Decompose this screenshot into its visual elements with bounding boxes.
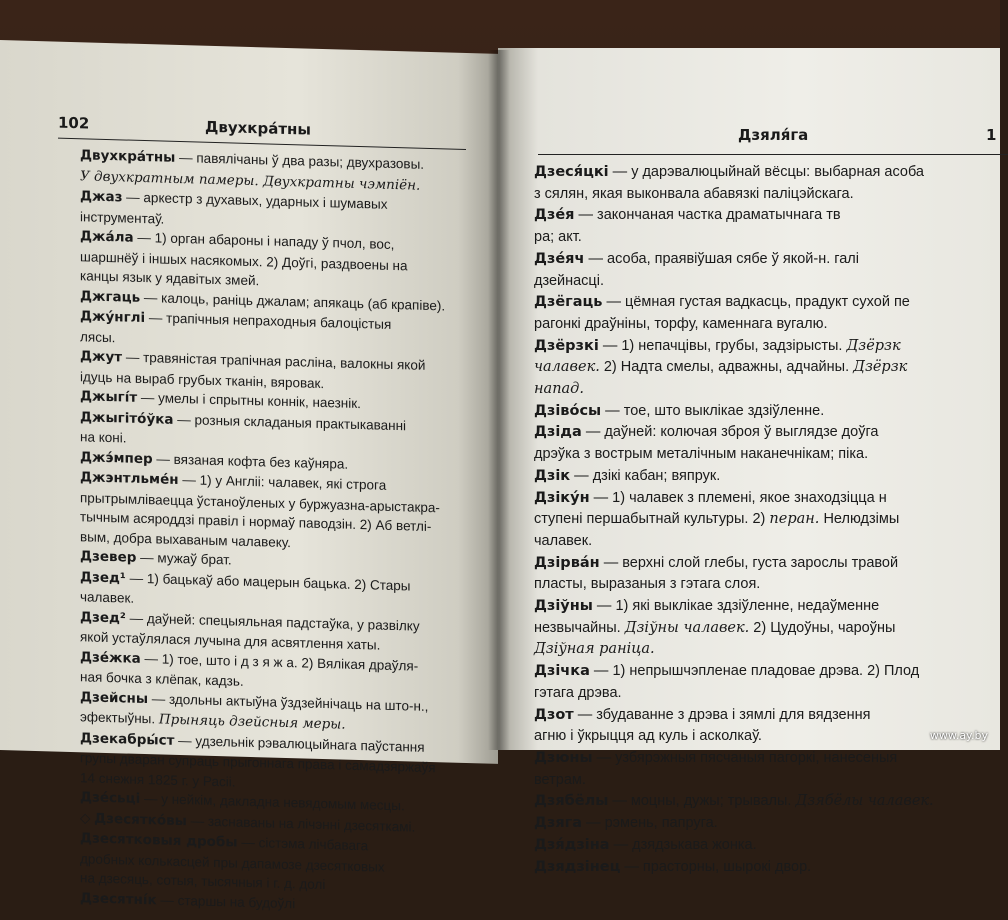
definition-text: дрэўка з вострым металічным наканечнікам; піка. (534, 446, 869, 463)
definition-text: — рэмень, папруга. (582, 815, 718, 832)
definition-text: дзейнасці. (534, 272, 604, 289)
headword: Дзейсны (80, 688, 149, 707)
definition-text: якой устаўлялася лучына для асвятлення хаты. (80, 629, 381, 653)
definition-text: — дзядзькава жонка. (609, 836, 757, 853)
text-line (534, 162, 934, 184)
definition-text: — 1) бацькаў або мацерын бацька. 2) Стары (125, 570, 411, 593)
headword: Дзесятковыя дробы (80, 830, 238, 851)
headword: Дзед¹ (80, 568, 126, 587)
definition-text: — павялічаны ў два разы; двухразовы. (175, 149, 425, 172)
definition-text: — удзельнік рэвалюцыйнага паўстання (174, 732, 425, 755)
definition-text: — заснаваны на лічэнні дзесяткамі. (186, 812, 416, 835)
definition-text: 2) Цудоўны, чароўны (749, 619, 896, 636)
headword: Джгаць (80, 287, 141, 306)
definition-text: рагонкі драўніны, торфу, каменнага вугалю. (534, 315, 828, 332)
definition-text: чалавек. (534, 532, 593, 549)
text-line (534, 184, 934, 206)
headword: Джэнтльме́н (80, 469, 179, 488)
text-line (534, 574, 934, 596)
text-line (534, 249, 934, 271)
definition-text: — у нейкім, дакладна невядомым месцы. (140, 790, 405, 814)
headword: Дзюны (534, 749, 593, 766)
definition-text: ◇ (80, 809, 95, 826)
headword: Дзічка (534, 663, 590, 680)
right-page-number: 1 (986, 126, 997, 144)
headword: Джа́ла (80, 228, 134, 246)
definition-text: — старшы на будоўлі (156, 891, 296, 911)
headword: Дзёгаць (534, 294, 603, 311)
headword: Дзекабры́ст (80, 729, 175, 749)
definition-text: — трапічныя непраходныя балоцістыя (145, 310, 392, 332)
text-line (534, 835, 934, 857)
definition-text: — цёмная густая вадкасць, прадукт сухой пе (602, 294, 910, 311)
headword: Джыгі́т (80, 388, 138, 406)
left-running-head: Двухкра́тны (205, 117, 311, 139)
example-text: Прыняць дзейсныя меры. (158, 711, 346, 733)
example-text: напад. (534, 381, 584, 398)
text-line (534, 444, 934, 466)
definition-text: — здольны актыўна ўздзейнічаць на што-н., (148, 690, 429, 714)
definition-text: — даўней: колючая зброя ў выглядзе доўга (581, 424, 879, 441)
definition-text: вым, добра выхаваным чалавеку. (80, 528, 291, 550)
left-dictionary-entries (80, 145, 445, 918)
headword: Дзе́жка (80, 648, 141, 667)
definition-text: гэтага дрэва. (534, 684, 622, 701)
text-line (534, 813, 934, 835)
definition-text: — тое, што выклікае здзіўленне. (601, 402, 825, 419)
example-text: чалавек. (534, 359, 600, 376)
headword: Дзе́яч (534, 250, 585, 267)
text-line (534, 466, 934, 488)
headword: Джэ́мпер (80, 448, 153, 467)
example-text: Дзябёлы чалавек. (795, 793, 934, 810)
definition-text: ра; акт. (534, 229, 582, 246)
text-line (534, 618, 934, 640)
right-header-rule (538, 154, 1008, 155)
text-line (534, 357, 934, 379)
text-line (534, 748, 934, 770)
text-line (534, 422, 934, 444)
definition-text: — 1) орган абароны і нападу ў пчол, вос, (133, 229, 395, 253)
text-line (534, 227, 934, 249)
definition-text: інструментаў. (80, 208, 165, 227)
headword: Джыгіто́ўка (80, 408, 174, 428)
headword: Дзіда (534, 424, 582, 441)
text-line (534, 705, 934, 727)
text-line (534, 791, 934, 813)
headword: Дзот (534, 706, 574, 723)
headword: Дзіку́н (534, 489, 590, 506)
definition-text: Нелюдзімы (819, 511, 900, 528)
headword: Дзядзінец (534, 858, 621, 875)
headword: Дзесятко́вы (94, 810, 187, 829)
headword: Дзевер (80, 548, 137, 566)
headword: Дзябёлы (534, 793, 609, 810)
text-line (534, 271, 934, 293)
definition-text: чалавек. (80, 589, 135, 606)
definition-text: — даўней: спецыяльная падстаўка, у развілку (125, 610, 420, 634)
headword: Дзесятні́к (80, 889, 157, 908)
text-line (534, 726, 934, 748)
definition-text: — 1) чалавек з племені, якое знаходзіцца н (589, 489, 887, 506)
definition-text: — травяністая трапічная расліна, валокны якой (122, 349, 426, 373)
left-page (0, 40, 498, 911)
text-line (534, 314, 934, 336)
text-line (534, 401, 934, 423)
text-line (534, 553, 934, 575)
headword: Дзя́дзіна (534, 836, 610, 853)
definition-text: прытрымліваецца ўстаноўленых у буржуазна-арыстакра- (80, 489, 440, 515)
definition-text: 2) Надта смелы, адважны, адчайны. (599, 359, 854, 376)
definition-text: — розныя складаныя практыкаванні (173, 411, 407, 433)
text-line (534, 661, 934, 683)
text-line (534, 770, 934, 792)
definition-text: эфектыўны. (80, 709, 159, 727)
text-line (534, 488, 934, 510)
headword: Джаз (80, 188, 123, 206)
definition-text: — узбярэжныя пясчаныя пагоркі, нанесеныя (592, 749, 898, 766)
example-text: Дзёрзк (853, 359, 908, 376)
definition-text: — 1) непрышчэпленае пладовае дрэва. 2) Плод (589, 663, 920, 680)
definition-text: тычным асяроддзі правіл і нормаў паводзін. 2) Аб ветлі- (80, 509, 432, 535)
definition-text: — 1) які выклікае здзіўленне, недаўменне (592, 598, 880, 615)
example-text: перан. (769, 511, 820, 528)
right-page (498, 48, 1000, 875)
watermark: www.ay.by (929, 729, 988, 742)
headword: Дзе́сьці (80, 789, 141, 807)
example-text: Дзёрзк (846, 337, 901, 354)
definition-text: групы дваран супраць прыгоннага права і самадзяржаўя (80, 750, 436, 776)
definition-text: з сялян, якая выконвала абавязкі паліцэйскага. (534, 185, 854, 202)
right-dictionary-entries (534, 162, 934, 878)
headword: Дзіво́сы (534, 402, 602, 419)
definition-text: — 1) непачцівы, грубы, задзірысты. (598, 337, 847, 354)
text-line (534, 292, 934, 314)
text-line (534, 596, 934, 618)
book-gutter-shadow (488, 50, 510, 750)
definition-text: ная бочка з клёпак, кадзь. (80, 669, 244, 689)
headword: Дзе́я (534, 207, 575, 224)
right-running-head: Дзяля́га (738, 126, 809, 144)
definition-text: пласты, выразаныя з гэтага слоя. (534, 576, 761, 593)
example-text: Дзіўны чалавек. (624, 619, 750, 636)
text-line (534, 336, 934, 358)
headword: Дзяга (534, 815, 583, 832)
text-line (534, 683, 934, 705)
definition-text: — прасторны, шырокі двор. (620, 858, 812, 875)
text-line (534, 509, 934, 531)
left-page-number: 102 (58, 113, 90, 133)
definition-text: ветрам. (534, 771, 586, 788)
definition-text: — закончаная частка драматычнага тв (574, 207, 841, 224)
definition-text: — калоць, раніць джалам; апякаць (аб крапіве). (140, 289, 446, 313)
definition-text: — мужаў брат. (136, 549, 232, 568)
headword: Дзірва́н (534, 554, 600, 571)
text-line (534, 639, 934, 661)
open-book (0, 30, 1000, 911)
definition-text: ступені першабытнай культуры. 2) (534, 511, 770, 528)
definition-text: — умелы і спрытны коннік, наезнік. (137, 389, 361, 412)
headword: Дзед² (80, 608, 126, 627)
definition-text: — сістэма лічбавага (237, 834, 369, 854)
text-line (534, 531, 934, 553)
definition-text: — дзікі кабан; вяпрук. (570, 467, 721, 484)
definition-text: дробных колькасцей пры дапамозе дзесятковых (80, 850, 385, 875)
text-line (534, 205, 934, 227)
headword: Дзіўны (534, 598, 593, 615)
definition-text: — 1) тое, што і д з я ж а. 2) Вялікая драўля- (140, 650, 419, 674)
definition-text: незвычайны. (534, 619, 625, 636)
example-text: У двухкратным памеры. Двухкратны чэмпіён. (80, 167, 421, 194)
text-line (534, 857, 934, 879)
definition-text: шаршнёў і іншых насякомых. 2) Доўгі, раздвоены на (80, 248, 408, 273)
headword: Дзік (534, 467, 571, 484)
headword: Дзёрзкі (534, 337, 599, 354)
definition-text: лясы. (80, 328, 116, 345)
definition-text: — верхні слой глебы, густа зарослы травой (599, 554, 899, 571)
example-text: Дзіўная раніца. (534, 641, 655, 658)
definition-text: — збудаванне з дрэва і зямлі для вядзення (573, 706, 871, 723)
definition-text: агню і ўкрыцця ад куль і асколкаў. (534, 728, 762, 745)
headword: Двухкра́тны (80, 147, 176, 166)
definition-text: — 1) у Англіі: чалавек, які строга (178, 471, 387, 493)
headword: Джут (80, 348, 123, 366)
definition-text: — аркестр з духавых, ударных і шумавых (122, 189, 388, 212)
headword: Джу́нглі (80, 308, 146, 327)
headword: Дзеся́цкі (534, 164, 609, 180)
definition-text: — у дарэвалюцыйнай вёсцы: выбарная асоба (608, 164, 924, 180)
definition-text: на дзесяць, сотыя, тысячныя і г. д. долі (80, 870, 326, 893)
definition-text: — вязаная кофта без каўняра. (152, 450, 349, 472)
definition-text: — моцны, дужы; трывалы. (608, 793, 796, 810)
definition-text: 14 снежня 1825 г. у Расіі. (80, 769, 236, 790)
definition-text: на коні. (80, 429, 127, 446)
definition-text: — асоба, праявіўшая сябе ў якой-н. галі (584, 250, 859, 267)
definition-text: канцы язык у ядавітых змей. (80, 268, 260, 289)
definition-text: ідуць на выраб грубых тканін, вяровак. (80, 368, 325, 391)
text-line (534, 379, 934, 401)
